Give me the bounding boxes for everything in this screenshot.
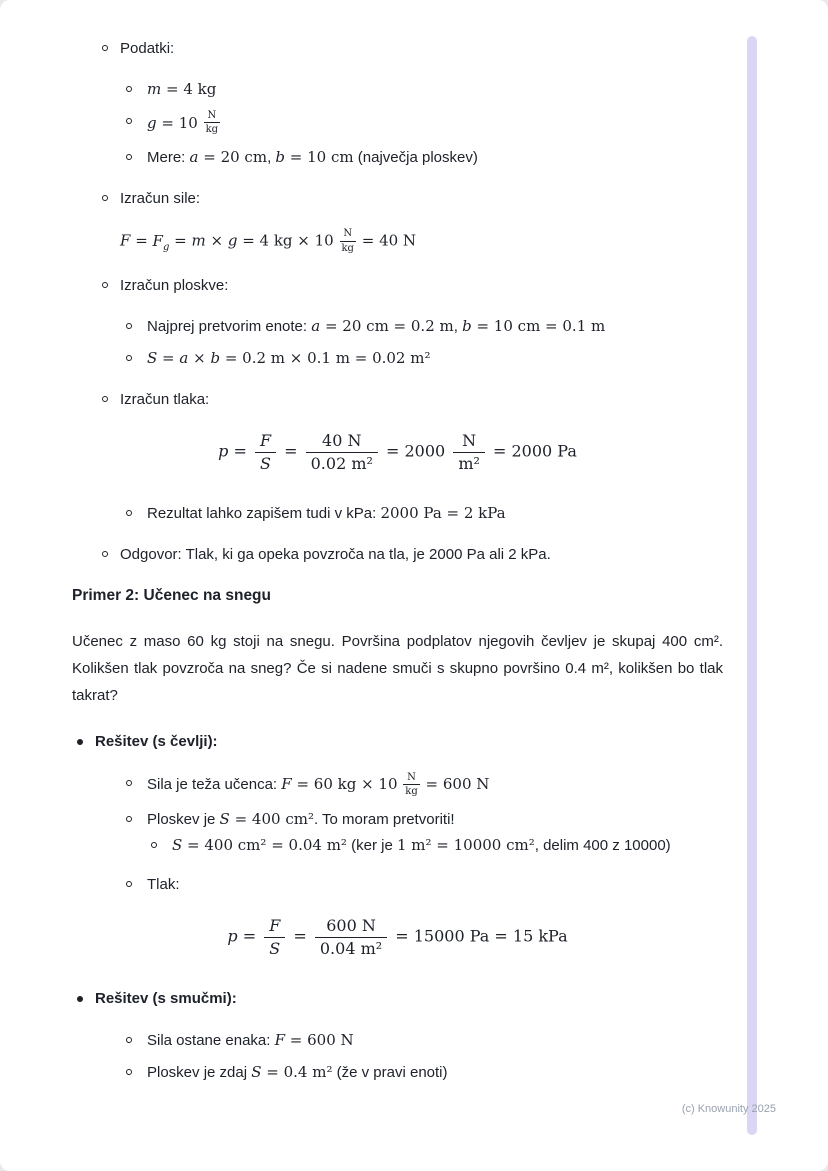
fraction-numerator: 600 N: [326, 915, 376, 935]
list-item-text: [147, 149, 478, 166]
circle-bullet-icon: [102, 396, 108, 402]
text-run: Izračun ploskve:: [120, 276, 229, 294]
math-text: = 0.2 m × 0.1 m = 0.02 m²: [220, 348, 431, 367]
math-variable: p: [218, 441, 229, 461]
list-item-text: [147, 1064, 448, 1081]
display-formula: [72, 917, 723, 958]
fraction-denominator: kg: [341, 242, 354, 254]
fraction-denominator: 0.04 m²: [315, 937, 387, 958]
math-variable: p: [227, 926, 238, 946]
circle-bullet-icon: [126, 86, 132, 92]
math-variable: b: [462, 316, 472, 335]
fraction-denominator: S: [264, 937, 285, 958]
circle-bullet-icon: [102, 551, 108, 557]
list-item-text: [147, 876, 180, 893]
math-variable-base: F: [152, 232, 163, 251]
math-text: =: [237, 926, 262, 946]
math-text: = 20 cm: [198, 148, 268, 167]
circle-bullet-icon: [126, 154, 132, 160]
paragraph: [72, 628, 723, 709]
circle-bullet-icon: [126, 780, 132, 786]
fraction-denominator: kg: [405, 785, 418, 797]
math-variable: b: [275, 148, 286, 167]
circle-bullet-icon: [102, 282, 108, 288]
text-run: Rešitev (s smučmi):: [95, 989, 237, 1007]
math-variable: g: [147, 113, 157, 132]
text-run: Ploskev je zdaj: [147, 1063, 252, 1081]
text-run: Sila je teža učenca:: [147, 776, 282, 794]
math-variable: S: [147, 348, 158, 367]
fraction-numerator: 40 N: [322, 430, 362, 450]
math-text: ×: [188, 348, 211, 367]
text-run: Primer 2: Učenec na snegu: [72, 586, 271, 604]
list-item: [72, 348, 723, 369]
math-variable: S: [251, 1062, 262, 1081]
math-text: 1 m² = 10000 cm²: [396, 835, 535, 854]
math-text: =: [279, 441, 303, 461]
math-text: = 20 cm = 0.2 m: [320, 316, 454, 335]
fraction: [339, 228, 357, 253]
math-text: = 60 kg × 10: [291, 775, 403, 794]
math-text: = 10 cm: [285, 148, 354, 167]
circle-bullet-icon: [126, 816, 132, 822]
fraction-denominator: S: [255, 452, 276, 473]
list-item: [72, 275, 723, 296]
math-text: = 600 N: [285, 1030, 354, 1049]
fraction: [261, 917, 288, 958]
math-text: = 10: [156, 113, 203, 132]
circle-bullet-icon: [126, 1037, 132, 1043]
text-run: ,: [453, 317, 463, 335]
fraction-numerator: F: [269, 915, 281, 935]
fraction: [312, 917, 390, 958]
list-item-text: [120, 391, 209, 408]
math-variable: a: [189, 148, 199, 167]
list-item: [72, 503, 723, 524]
list-item: [72, 988, 723, 1009]
disc-bullet-icon: [77, 739, 83, 745]
fraction-denominator: kg: [205, 124, 219, 136]
list-item-text: [147, 505, 506, 522]
list-item: [72, 38, 723, 59]
math-variable: a: [179, 348, 189, 367]
scrollbar-thumb[interactable]: [747, 36, 757, 1135]
list-item: [72, 147, 723, 168]
list-item-text: [147, 318, 605, 335]
inline-formula: [72, 229, 723, 254]
fraction: [252, 432, 279, 473]
math-text: =: [169, 232, 192, 251]
fraction: [402, 772, 420, 797]
math-text: = 0.4 m²: [261, 1062, 333, 1081]
math-text: = 15000 Pa = 15 kPa: [390, 926, 568, 946]
text-run: , delim 400 z 10000): [534, 836, 671, 854]
list-item-text: [120, 190, 200, 207]
list-item: [72, 731, 723, 752]
text-run: Ploskev je: [147, 810, 220, 828]
fraction-numerator: N: [207, 110, 217, 121]
list-item-text: [120, 40, 174, 57]
list-item-text: [147, 110, 221, 136]
circle-bullet-icon: [126, 510, 132, 516]
text-run: Izračun sile:: [120, 190, 201, 208]
fraction-numerator: F: [259, 430, 272, 450]
circle-bullet-icon: [151, 842, 157, 848]
copyright-text: (c) Knowunity 2025: [681, 1103, 776, 1115]
math-text: = 10 cm = 0.1 m: [471, 316, 606, 335]
math-text: =: [228, 441, 252, 461]
math-text: = 2000: [380, 441, 451, 461]
math-variable: m: [147, 80, 162, 98]
fraction: [203, 110, 221, 135]
list-item: [72, 773, 723, 798]
math-variable: g: [227, 232, 238, 251]
list-item: [72, 544, 723, 565]
circle-bullet-icon: [102, 195, 108, 201]
text-run: Rešitev (s čevlji):: [95, 732, 218, 750]
text-run: Najprej pretvorim enote:: [147, 317, 312, 335]
math-variable: a: [311, 316, 321, 335]
text-run: (že v pravi enoti): [332, 1063, 448, 1081]
math-variable: b: [210, 348, 221, 367]
display-formula: [72, 432, 723, 473]
math-text: =: [288, 926, 312, 946]
list-item-text: [172, 837, 671, 854]
text-run: Sila ostane enaka:: [147, 1031, 275, 1049]
math-subscript: g: [162, 242, 170, 254]
text-run: Podatki:: [120, 40, 175, 57]
math-text: ×: [205, 232, 228, 251]
fraction-denominator: 0.02 m²: [306, 452, 378, 473]
fraction-numerator: N: [462, 430, 477, 450]
list-item-text: [95, 990, 237, 1007]
math-text: = 4 kg: [161, 80, 217, 98]
text-run: Učenec z maso 60 kg stoji na snegu. Površina podplatov njegovih čevljev je skupaj 400 cm². Kolikšen tlak povzroča na sneg? Če si nadene smuči s skupno površino 0.4 m², kolikšen bo tlak takrat?: [72, 632, 723, 704]
math-variable: [152, 232, 170, 254]
math-text: = 2000 Pa: [487, 441, 577, 461]
list-item: [72, 188, 723, 209]
list-item: [72, 809, 723, 830]
document-content: [72, 38, 723, 1094]
list-item: [72, 316, 723, 337]
fraction: [303, 432, 381, 473]
list-item: [72, 874, 723, 895]
text-run: . To moram pretvoriti!: [313, 810, 455, 828]
list-item-text: [120, 277, 228, 294]
text-run: Odgovor: Tlak, ki ga opeka povzroča na tla, je 2000 Pa ali 2 kPa.: [120, 545, 551, 563]
math-variable: S: [219, 809, 230, 828]
list-item-text: [147, 1032, 354, 1049]
circle-bullet-icon: [126, 355, 132, 361]
section-heading: [72, 585, 723, 606]
list-item: [72, 111, 723, 136]
circle-bullet-icon: [126, 881, 132, 887]
list-item: [72, 79, 723, 100]
math-text: = 600 N: [420, 775, 490, 794]
list-item: [72, 835, 723, 856]
math-text: = 40 N: [356, 232, 417, 251]
text-run: ,: [267, 149, 276, 167]
circle-bullet-icon: [126, 323, 132, 329]
math-text: = 4 kg × 10: [237, 232, 339, 251]
text-run: Izračun tlaka:: [120, 390, 210, 408]
list-item-text: [147, 811, 455, 828]
list-item-text: [147, 350, 430, 367]
fraction-denominator: m²: [453, 452, 485, 473]
circle-bullet-icon: [102, 45, 108, 51]
math-variable: F: [281, 775, 292, 794]
list-item-text: [147, 771, 490, 797]
math-variable: F: [120, 232, 131, 251]
circle-bullet-icon: [126, 1069, 132, 1075]
math-text: =: [157, 348, 180, 367]
math-variable: m: [191, 232, 206, 251]
circle-bullet-icon: [126, 118, 132, 124]
text-run: (največja ploskev): [353, 149, 478, 167]
list-item: [72, 1030, 723, 1051]
math-variable: S: [172, 835, 183, 854]
math-variable: F: [274, 1030, 286, 1049]
text-run: Rezultat lahko zapišem tudi v kPa:: [147, 504, 381, 522]
text-run: Tlak:: [147, 875, 180, 893]
text-run: Mere:: [147, 149, 190, 167]
list-item-text: [120, 546, 551, 563]
math-text: =: [130, 232, 153, 251]
fraction-numerator: N: [407, 771, 416, 783]
math-text: = 400 cm² = 0.04 m²: [182, 835, 347, 854]
fraction-numerator: N: [343, 228, 353, 240]
fraction: [450, 432, 488, 473]
math-text: 2000 Pa = 2 kPa: [380, 503, 506, 522]
math-text: = 400 cm²: [229, 809, 314, 828]
list-item-text: [147, 81, 216, 98]
list-item: [72, 1062, 723, 1083]
text-run: (ker je: [346, 836, 397, 854]
list-item-text: [95, 733, 218, 750]
disc-bullet-icon: [77, 996, 83, 1002]
list-item: [72, 389, 723, 410]
